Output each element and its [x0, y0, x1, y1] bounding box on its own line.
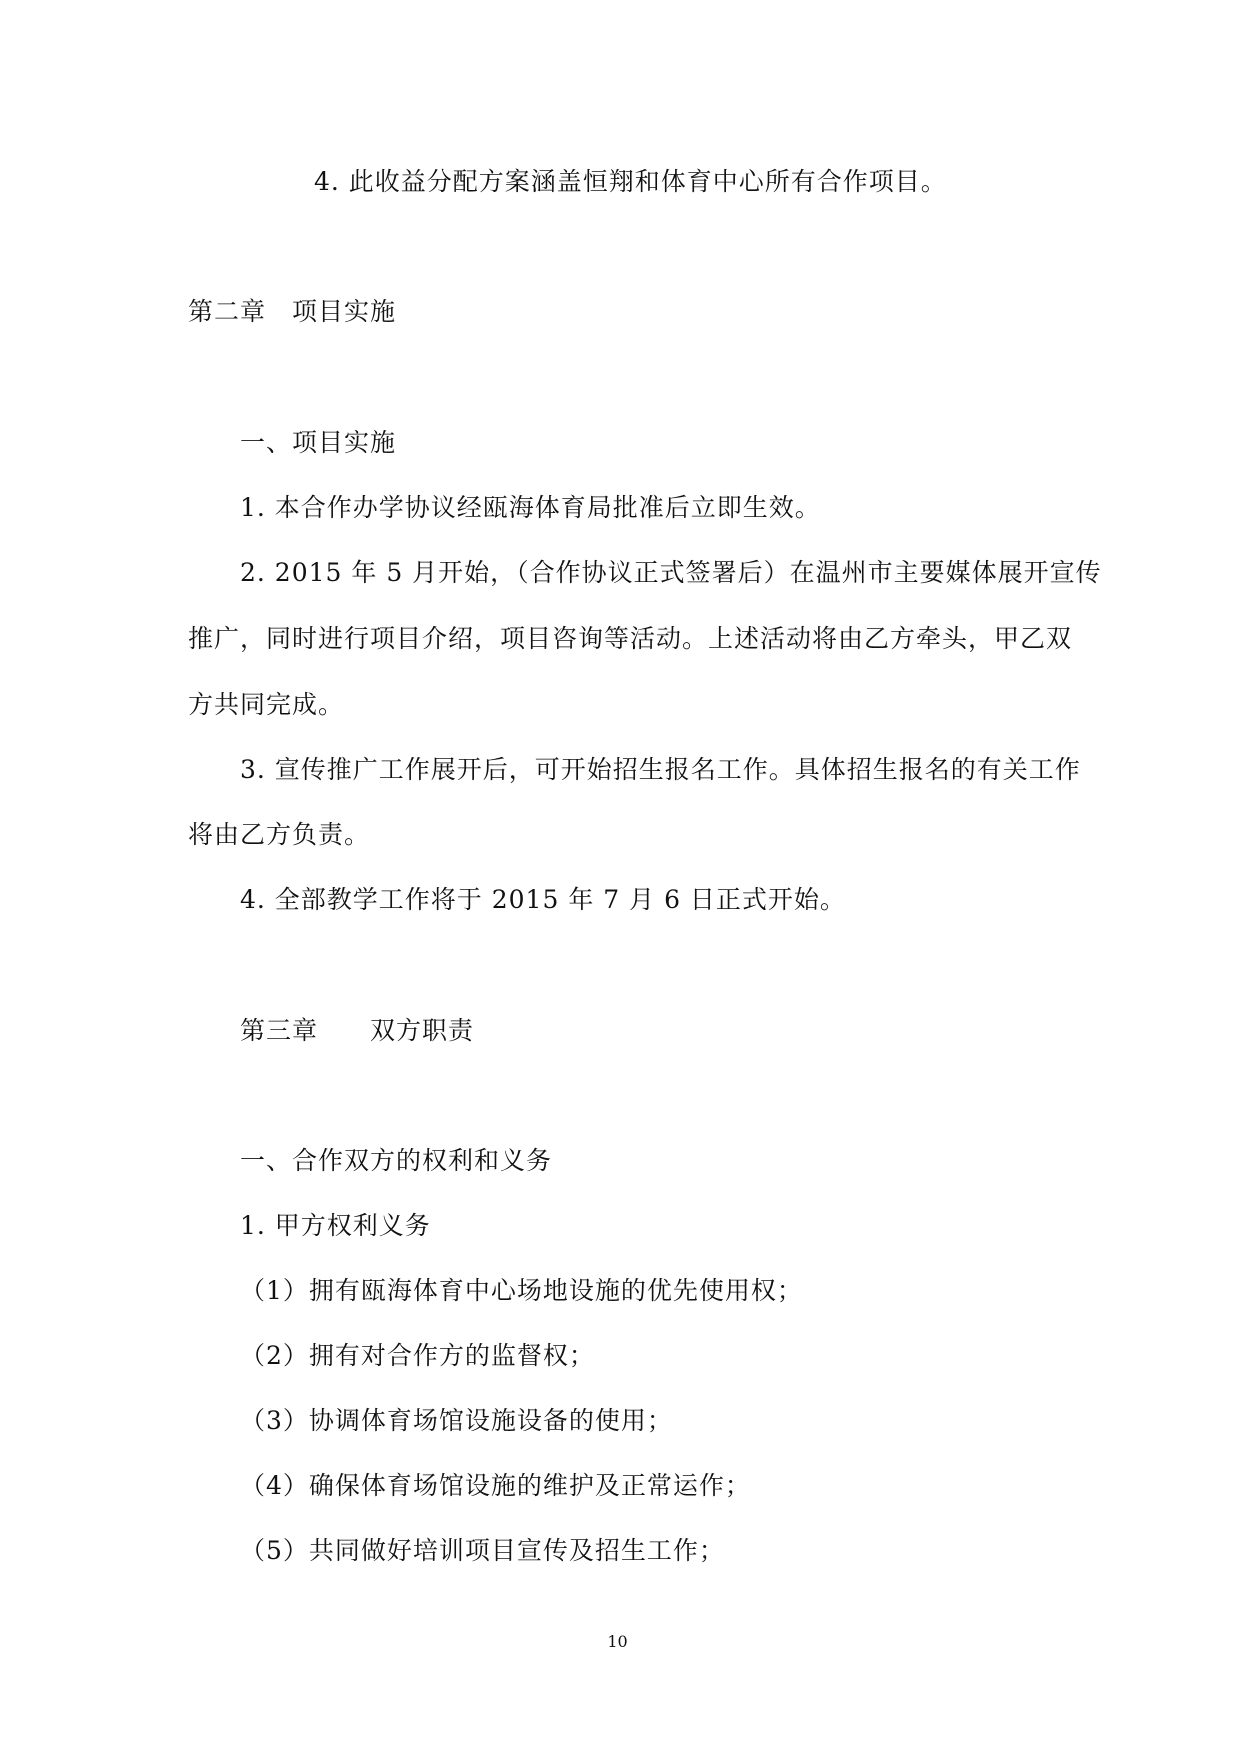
- section-project-implementation: 一、项目实施: [240, 428, 397, 457]
- implementation-item-1: 1. 本合作办学协议经瓯海体育局批准后立即生效。: [240, 493, 821, 522]
- implementation-item-2-line-2: 推广，同时进行项目介绍，项目咨询等活动。上述活动将由乙方牵头，甲乙双: [188, 624, 1073, 653]
- implementation-item-3-line-1: 3. 宣传推广工作展开后，可开始招生报名工作。具体招生报名的有关工作: [240, 755, 1081, 784]
- implementation-item-3-line-2: 将由乙方负责。: [188, 820, 371, 849]
- implementation-item-4: 4. 全部教学工作将于 2015 年 7 月 6 日正式开始。: [240, 885, 846, 914]
- chapter-3-heading: 第三章 双方职责: [240, 1016, 475, 1045]
- party-a-item-5: （5）共同做好培训项目宣传及招生工作；: [240, 1536, 725, 1565]
- chapter-2-heading: 第二章 项目实施: [188, 297, 397, 326]
- revenue-item-4: 4. 此收益分配方案涵盖恒翔和体育中心所有合作项目。: [314, 167, 947, 196]
- implementation-item-2-line-1: 2. 2015 年 5 月开始，（合作协议正式签署后）在温州市主要媒体展开宣传: [240, 558, 1102, 587]
- page-number: 10: [607, 1632, 628, 1651]
- party-a-item-3: （3）协调体育场馆设施设备的使用；: [240, 1406, 673, 1435]
- section-rights-and-obligations: 一、合作双方的权利和义务: [240, 1146, 553, 1175]
- party-a-item-4: （4）确保体育场馆设施的维护及正常运作；: [240, 1471, 751, 1500]
- party-a-item-1: （1）拥有瓯海体育中心场地设施的优先使用权；: [240, 1276, 803, 1305]
- party-a-rights-heading: 1. 甲方权利义务: [240, 1211, 431, 1240]
- implementation-item-2-line-3: 方共同完成。: [188, 690, 345, 719]
- party-a-item-2: （2）拥有对合作方的监督权；: [240, 1341, 595, 1370]
